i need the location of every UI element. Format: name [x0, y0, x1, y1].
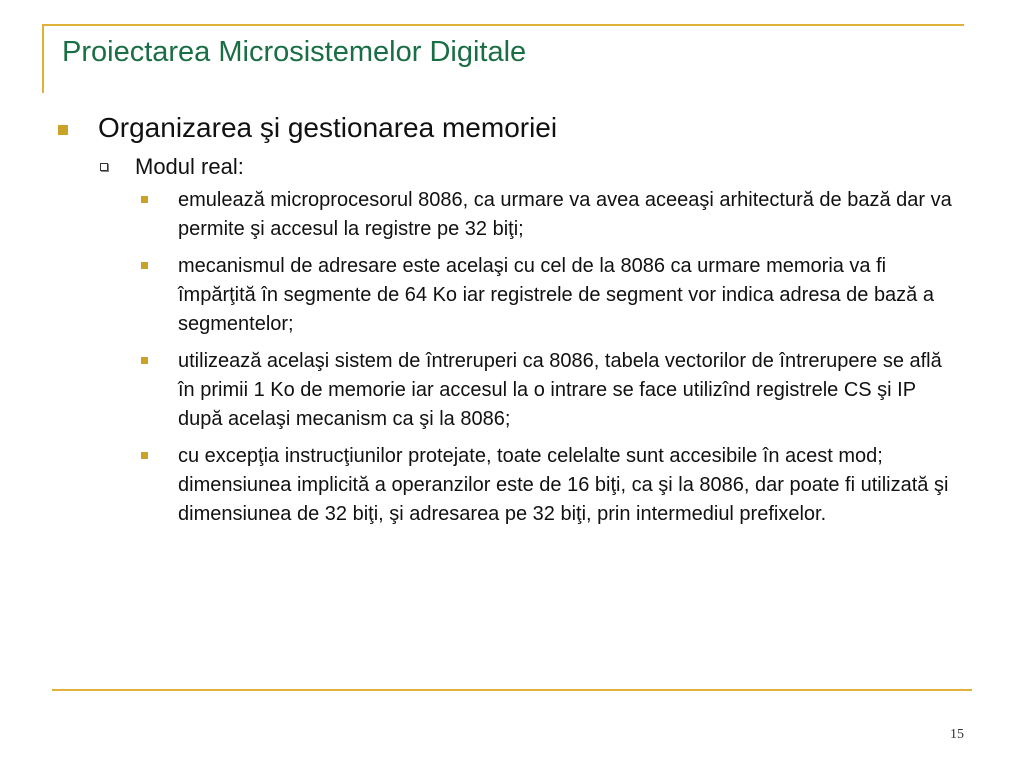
heading-text: Organizarea şi gestionarea memoriei	[98, 112, 558, 143]
hollow-square-bullet-icon	[100, 163, 108, 171]
frame-left-line	[42, 24, 44, 93]
list-item	[141, 347, 958, 434]
frame-top-line	[42, 24, 964, 26]
list-item	[141, 186, 958, 244]
small-square-bullet-icon	[141, 196, 148, 203]
point-text: cu excepţia instrucţiunilor protejate, toate celelalte sunt accesibile în acest mod; dimensiunea implicită a operanzilor este de 16 biţi, ca şi la 8086, dar poate fi utilizată şi dimensiunea de 32 biţi, şi adresarea pe 32 biţi, prin intermediul prefixelor.	[178, 445, 949, 525]
small-square-bullet-icon	[141, 262, 148, 269]
subheading-text: Modul real:	[135, 154, 244, 179]
points-list	[141, 186, 958, 529]
list-item	[141, 252, 958, 339]
small-square-bullet-icon	[141, 357, 148, 364]
list-item	[141, 442, 958, 529]
small-square-bullet-icon	[141, 452, 148, 459]
slide-content	[58, 110, 958, 537]
heading-item	[58, 110, 958, 146]
point-text: utilizează acelaşi sistem de întreruperi ca 8086, tabela vectorilor de întrerupere se află în primii 1 Ko de memorie iar accesul la o intrare se face utilizînd registrele CS şi IP după acelaşi mecanism ca şi la 8086;	[178, 350, 942, 430]
point-text: mecanismul de adresare este acelaşi cu cel de la 8086 ca urmare memoria va fi împărţită în segmente de 64 Ko iar registrele de segment vor indica adresa de bază a segmentelor;	[178, 255, 934, 335]
subheading-item	[100, 152, 958, 182]
slide-title: Proiectarea Microsistemelor Digitale	[62, 36, 527, 68]
point-text: emulează microprocesorul 8086, ca urmare va avea aceeaşi arhitectură de bază dar va permite şi accesul la registre pe 32 biţi;	[178, 189, 952, 240]
frame-bottom-line	[52, 689, 972, 691]
square-bullet-icon	[58, 125, 68, 135]
page-number: 15	[950, 727, 964, 742]
